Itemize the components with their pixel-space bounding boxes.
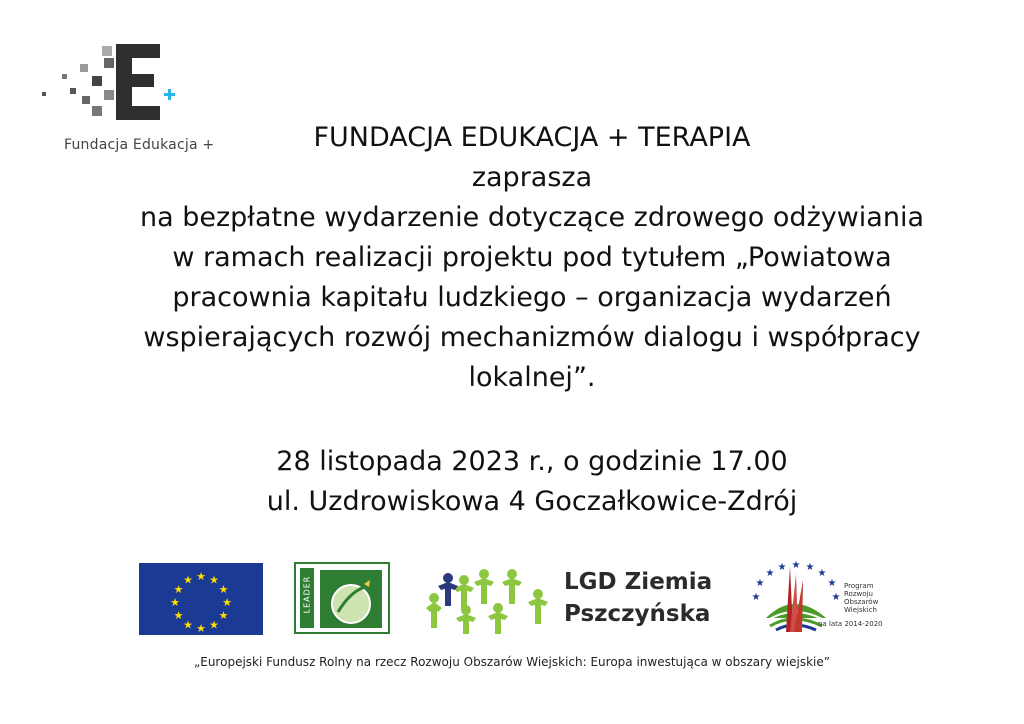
- svg-text:★: ★: [183, 618, 193, 632]
- description-line: pracownia kapitału ludzkiego – organizacja wydarzeń: [172, 282, 892, 313]
- leader-field-icon: [320, 570, 382, 628]
- svg-text:★: ★: [170, 596, 180, 609]
- lgd-title: [564, 568, 712, 628]
- leader-logo: [294, 562, 390, 634]
- invitation-text: [100, 118, 964, 522]
- eu-flag-icon: [139, 563, 263, 635]
- partner-logos: [135, 560, 895, 640]
- lgd-people-icon: [422, 564, 557, 636]
- prow-line: Rozwoju: [844, 590, 873, 598]
- svg-text:★: ★: [173, 583, 184, 596]
- event-address: ul. Uzdrowiskowa 4 Goczałkowice-Zdrój: [266, 486, 798, 517]
- footer-caption: „Europejski Fundusz Rolny na rzecz Rozwoju Obszarów Wiejskich: Europa inwestująca w obszary wiejskie”: [194, 655, 830, 669]
- svg-text:★: ★: [777, 562, 787, 573]
- prow-line: Obszarów: [844, 598, 879, 606]
- svg-text:★: ★: [222, 596, 232, 609]
- description-line: lokalnej”.: [468, 362, 596, 393]
- svg-text:★: ★: [218, 583, 229, 596]
- svg-text:★: ★: [755, 578, 765, 589]
- svg-text:★: ★: [209, 573, 219, 587]
- organizer-name: FUNDACJA EDUKACJA + TERAPIA: [313, 122, 751, 153]
- svg-text:★: ★: [805, 562, 815, 573]
- svg-text:★: ★: [751, 592, 761, 603]
- svg-text:★: ★: [817, 568, 827, 579]
- prow-line: Wiejskich: [844, 606, 877, 614]
- leader-label: LEADER: [302, 575, 312, 614]
- description-line: na bezpłatne wydarzenie dotyczące zdrowego odżywiania: [139, 202, 925, 233]
- svg-text:★: ★: [218, 609, 229, 622]
- logo-caption: Fundacja Edukacja +: [64, 137, 215, 153]
- description-line: wspierających rozwój mechanizmów dialogu i współpracy: [143, 322, 921, 353]
- svg-text:★: ★: [209, 618, 219, 632]
- svg-text:★: ★: [196, 622, 206, 635]
- svg-text:★: ★: [831, 592, 841, 603]
- svg-text:★: ★: [196, 570, 206, 583]
- svg-text:★: ★: [827, 578, 837, 589]
- svg-text:★: ★: [183, 573, 193, 587]
- prow-emblem-icon: [746, 560, 842, 640]
- svg-text:★: ★: [791, 560, 801, 571]
- prow-text: [844, 582, 878, 614]
- event-date: 28 listopada 2023 r., o godzinie 17.00: [276, 446, 788, 477]
- foundation-e-logo-icon: [40, 40, 190, 125]
- svg-text:★: ★: [765, 568, 775, 579]
- invite-verb: zaprasza: [471, 162, 593, 193]
- prow-years: na lata 2014-2020: [818, 620, 883, 628]
- description-line: w ramach realizacji projektu pod tytułem „Powiatowa: [172, 242, 892, 273]
- lgd-title-line1: LGD Ziemia: [564, 569, 713, 595]
- lgd-logo: [422, 560, 727, 640]
- svg-text:★: ★: [173, 609, 184, 622]
- prow-line: Program: [844, 582, 874, 590]
- prow-logo: [746, 560, 896, 640]
- lgd-title-line2: Pszczyńska: [564, 601, 711, 627]
